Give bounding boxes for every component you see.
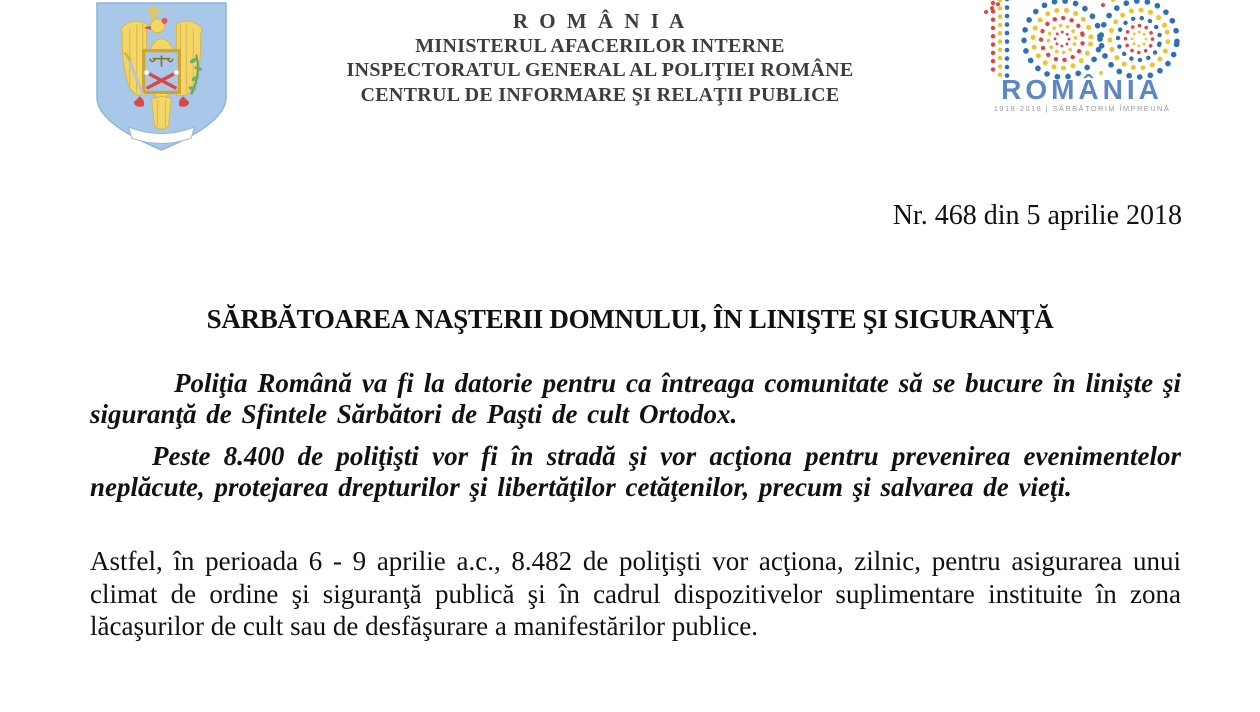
letterhead-inspectorate: INSPECTORATUL GENERAL AL POLIŢIEI ROMÂNE <box>346 59 854 81</box>
centenary-logo-svg <box>983 0 1181 117</box>
centenary-wordmark: ROMÂNIA <box>1001 74 1163 105</box>
letterhead-country: R O M Â N I A <box>512 9 688 33</box>
paragraph-lead-2: Peste 8.400 de poliţişti vor fi în stradă şi vor acţiona pentru prevenirea evenimentelor neplăcute, protejarea drepturilor şi libertăţilor cetăţenilor, precum şi salvarea de vieţi. <box>90 441 1181 502</box>
document-title: SĂRBĂTOAREA NAŞTERII DOMNULUI, ÎN LINIŞTE ŞI SIGURANŢĂ <box>206 304 1054 334</box>
coat-of-arms-svg <box>92 1 231 152</box>
paragraph-body-1: Astfel, în perioada 6 - 9 aprilie a.c., 8.482 de poliţişti vor acţiona, zilnic, pentru asigurarea unui climat de ordine şi siguranţă publică şi în cadrul dispozitivelor suplimentare instituite în zona lăcaşurilor de cult sau de desfăşurare a manifestărilor publice. <box>90 546 1181 641</box>
centenary-tagline: 1918-2018 | SĂRBĂTORIM ÎMPREUNĂ <box>993 104 1171 113</box>
letterhead-press-office: CENTRUL DE INFORMARE ŞI RELAŢII PUBLICE <box>360 83 840 106</box>
paragraph-lead-1: Poliţia Română va fi la datorie pentru ca întreaga comunitate să se bucure în linişte şi siguranţă de Sfintele Sărbători de Paşti de cult Ortodox. <box>90 368 1181 429</box>
document-reference-number: Nr. 468 din 5 aprilie 2018 <box>892 200 1182 231</box>
letterhead <box>310 9 890 107</box>
document-body <box>90 368 1181 643</box>
letterhead-ministry: MINISTERUL AFACERILOR INTERNE <box>415 34 785 57</box>
romania-100-centenary-logo <box>983 0 1181 117</box>
police-coat-of-arms-icon <box>92 1 231 152</box>
